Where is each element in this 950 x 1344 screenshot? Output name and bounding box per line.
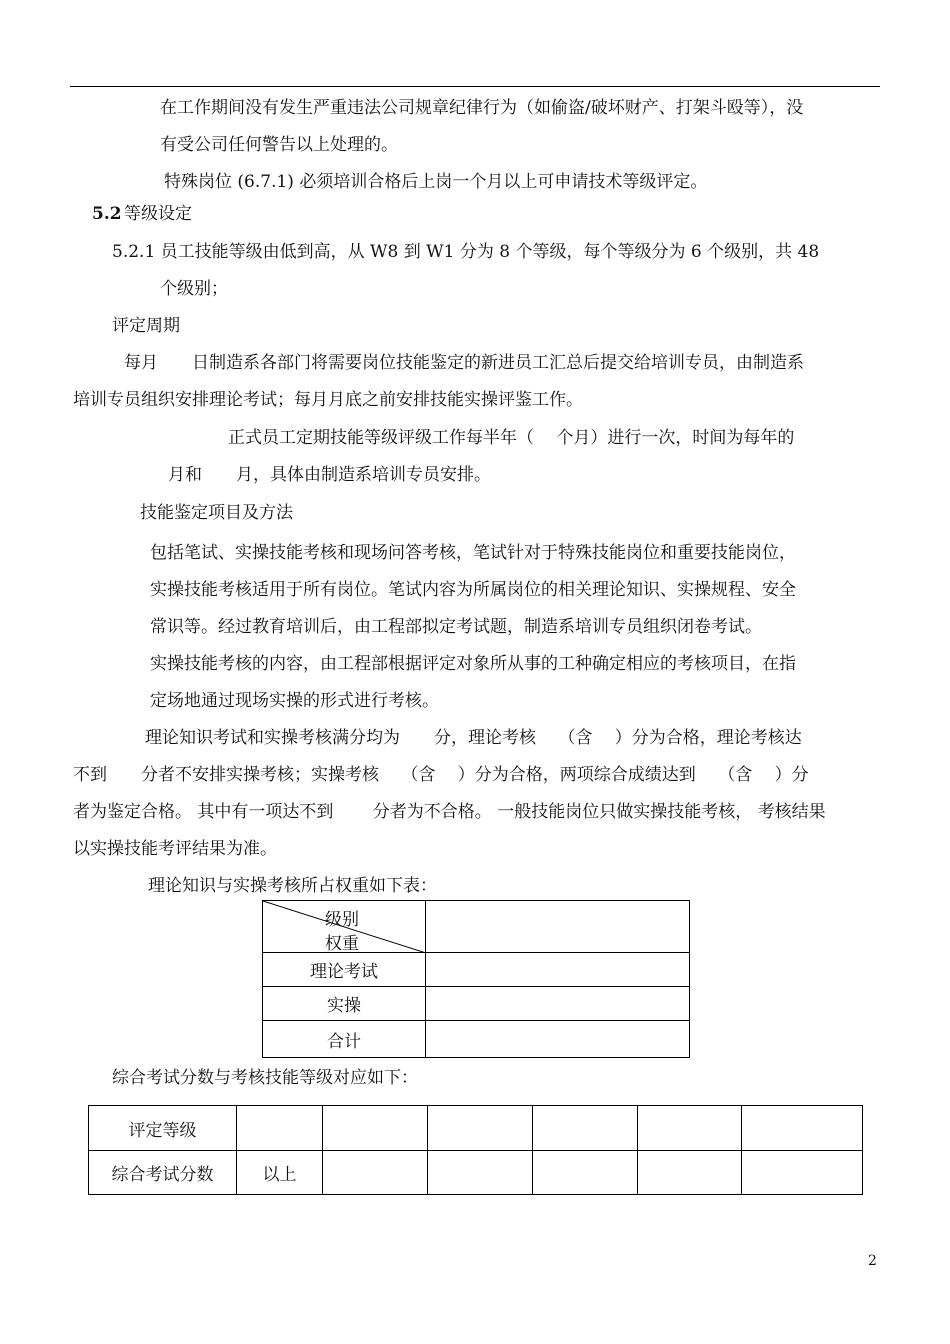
p4-line2: 培训专员组织安排理论考试；每月月底之前安排技能实操评鉴工作。 [73,390,583,410]
p6-line1: 包括笔试、实操技能考核和现场问答考核，笔试针对于特殊技能岗位和重要技能岗位， [150,543,796,563]
p6-line2: 实操技能考核适用于所有岗位。笔试内容为所属岗位的相关理论知识、实操规程、安全 [150,580,796,600]
p9: 理论知识与实操考核所占权重如下表： [148,876,437,896]
weight-table [262,900,690,1058]
weight-table-cell [426,901,690,953]
p1-line2: 有受公司任何警告以上处理的。 [160,135,398,155]
score-table-cell [237,1106,323,1151]
weight-row-label: 合计 [263,1021,426,1058]
heading-method: 技能鉴定项目及方法 [140,503,293,523]
p1-line1: 在工作期间没有发生严重违法公司规章纪律行为（如偷盗/破坏财产、打架斗殴等），没 [160,98,804,118]
score-row1-label: 评定等级 [89,1106,237,1151]
p5-line1: 正式员工定期技能等级评级工作每半年（ 个月）进行一次，时间为每年的 [228,428,795,448]
score-table-cell [428,1151,533,1195]
score-table-cell [742,1106,863,1151]
p7-line2: 定场地通过现场实操的形式进行考核。 [150,691,439,711]
p8-line1: 理论知识考试和实操考核满分均为 分，理论考核 （含 ）分为合格，理论考核达 [145,728,802,748]
weight-row-label: 实操 [263,987,426,1021]
header-rule [70,86,880,87]
score-table-cell [742,1151,863,1195]
p6-line3: 常识等。经过教育培训后，由工程部拟定考试题，制造系培训专员组织闭卷考试。 [150,617,762,637]
diag-top-label: 级别 [325,910,359,930]
diag-bottom-label: 权重 [325,934,359,954]
score-table-cell [638,1151,742,1195]
section-5-2-title: 等级设定 [124,204,192,224]
weight-table-diagonal-header [263,901,426,953]
p7-line1: 实操技能考核的内容，由工程部根据评定对象所从事的工种确定相应的考核项目，在指 [150,654,796,674]
section-5-2-number: 5.2 [92,204,122,224]
score-table-cell [323,1106,428,1151]
weight-table-cell [426,953,690,987]
p4-line1: 每月 日制造系各部门将需要岗位技能鉴定的新进员工汇总后提交给培训专员，由制造系 [124,353,804,373]
p8-line4: 以实操技能考评结果为准。 [73,839,277,859]
page-number: 2 [868,1253,877,1269]
p8-line2: 不到 分者不安排实操考核；实操考核 （含 ）分为合格，两项综合成绩达到 （含 ）分 [73,765,809,785]
heading-period: 评定周期 [112,316,180,336]
p8-line3: 者为鉴定合格。 其中有一项达不到 分者为不合格。 一般技能岗位只做实操技能考核， 考核结果 [73,802,826,822]
weight-row-label: 理论考试 [263,953,426,987]
p3-line2: 个级别； [160,279,228,299]
score-row2-first: 以上 [237,1151,323,1195]
score-table-cell [428,1106,533,1151]
score-table-cell [533,1106,638,1151]
score-row2-label: 综合考试分数 [89,1151,237,1195]
p10: 综合考试分数与考核技能等级对应如下： [112,1068,418,1088]
p5-line2: 月和 月，具体由制造系培训专员安排。 [168,465,491,485]
weight-table-cell [426,1021,690,1058]
score-table-cell [533,1151,638,1195]
p3-line1: 5.2.1 员工技能等级由低到高，从 W8 到 W1 分为 8 个等级，每个等级分为 6 个级别，共 48 [112,242,820,262]
score-table [88,1105,863,1195]
score-table-cell [323,1151,428,1195]
p2: 特殊岗位 (6.7.1) 必须培训合格后上岗一个月以上可申请技术等级评定。 [164,172,708,192]
weight-table-cell [426,987,690,1021]
score-table-cell [638,1106,742,1151]
